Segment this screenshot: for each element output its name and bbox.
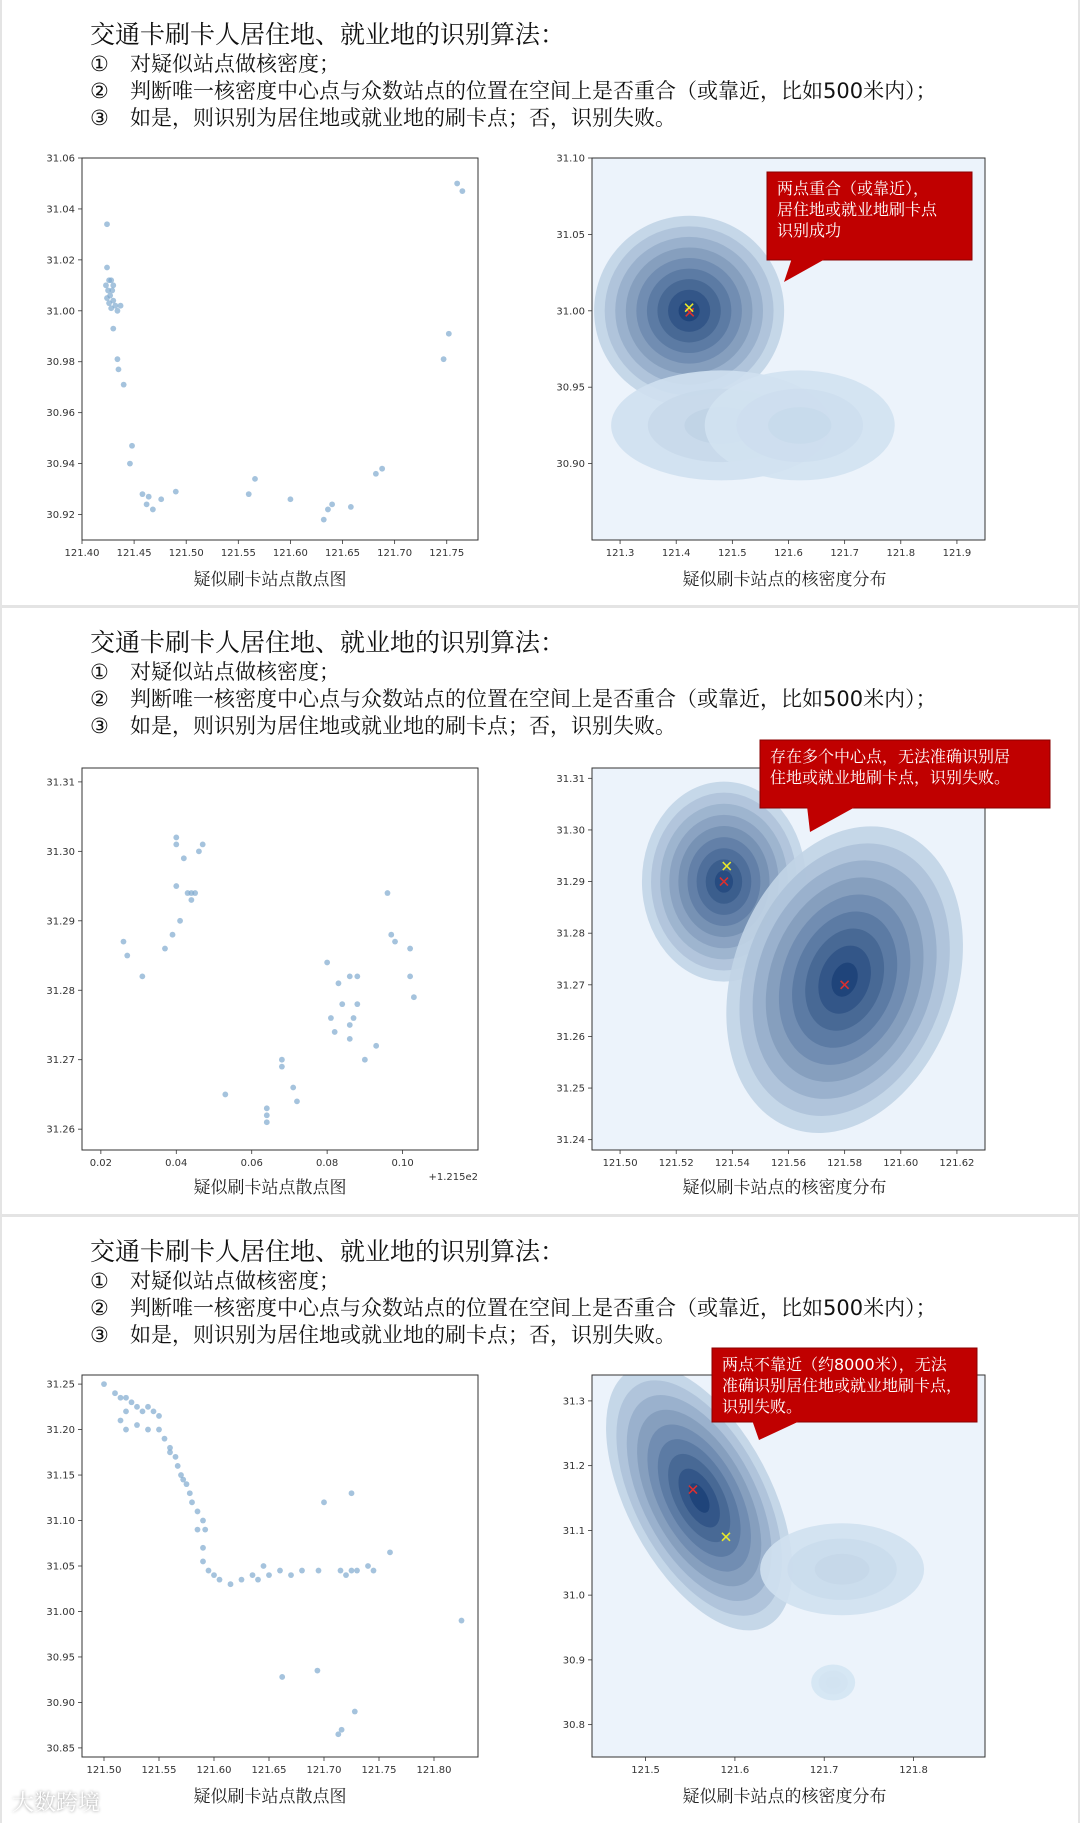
scatter-point xyxy=(264,1105,270,1111)
step-number: ② xyxy=(90,687,109,711)
scatter-point xyxy=(150,507,156,513)
x-tick-label: 121.60 xyxy=(883,1158,919,1169)
y-tick-label: 30.95 xyxy=(46,1652,75,1664)
scatter-point xyxy=(411,994,417,1000)
scatter-point xyxy=(118,1395,124,1401)
y-tick-label: 31.25 xyxy=(46,1379,75,1391)
scatter-point xyxy=(288,1572,294,1578)
scatter-chart-1 xyxy=(2,0,1078,605)
scatter-point xyxy=(124,953,130,959)
y-tick-label: 31.0 xyxy=(562,1590,585,1602)
scatter-point xyxy=(217,1577,223,1583)
scatter-point xyxy=(387,1549,393,1555)
scatter-point xyxy=(134,1404,140,1410)
scatter-point xyxy=(264,1112,270,1118)
scatter-point xyxy=(459,188,465,194)
scatter-point xyxy=(315,1668,321,1674)
step-number: ③ xyxy=(90,1323,109,1347)
scatter-point xyxy=(145,1404,151,1410)
scatter-point xyxy=(129,443,135,449)
x-tick-label: 121.60 xyxy=(196,1765,232,1776)
scatter-point xyxy=(156,1427,162,1433)
x-tick-label: 121.55 xyxy=(141,1765,177,1776)
x-tick-label: 0.10 xyxy=(391,1158,414,1169)
y-tick-label: 31.31 xyxy=(556,773,585,785)
y-tick-label: 31.27 xyxy=(46,1055,75,1067)
x-tick-label: 121.56 xyxy=(771,1158,806,1169)
y-tick-label: 31.00 xyxy=(46,306,75,318)
x-tick-label: 0.08 xyxy=(316,1158,339,1169)
scatter-point xyxy=(332,1029,338,1035)
scatter-point xyxy=(321,1499,327,1505)
scatter-point xyxy=(371,1568,377,1574)
scatter-point xyxy=(151,1408,157,1414)
scatter-point xyxy=(118,303,124,309)
y-tick-label: 30.9 xyxy=(562,1655,585,1667)
scatter-point xyxy=(385,890,391,896)
scatter-chart-2 xyxy=(2,608,1078,1214)
callout-text: 两点不靠近（约8000米），无法 xyxy=(722,1355,947,1374)
kde-caption: 疑似刷卡站点的核密度分布 xyxy=(682,570,887,590)
y-tick-label: 31.26 xyxy=(556,1031,585,1043)
scatter-point xyxy=(277,1568,283,1574)
scatter-point xyxy=(181,855,187,861)
scatter-point xyxy=(316,1568,322,1574)
x-tick-label: 121.70 xyxy=(377,548,413,559)
y-tick-label: 31.28 xyxy=(556,928,585,940)
step-number: ③ xyxy=(90,714,109,738)
y-tick-label: 31.15 xyxy=(46,1470,75,1482)
scatter-point xyxy=(200,1518,206,1524)
scatter-point xyxy=(388,932,394,938)
y-tick-label: 31.10 xyxy=(46,1516,75,1528)
y-tick-label: 31.24 xyxy=(556,1135,585,1147)
scatter-point xyxy=(354,973,360,979)
x-tick-label: 121.3 xyxy=(605,548,635,559)
scatter-point xyxy=(200,842,206,848)
scatter-point xyxy=(104,295,110,301)
step-number: ③ xyxy=(90,106,109,130)
scatter-point xyxy=(324,960,330,966)
scatter-point xyxy=(228,1581,234,1587)
scatter-point xyxy=(252,476,258,482)
step-number: ② xyxy=(90,1296,109,1320)
scatter-point xyxy=(110,298,116,304)
scatter-point xyxy=(118,1418,124,1424)
y-tick-label: 30.85 xyxy=(46,1743,75,1755)
x-tick-label: 121.50 xyxy=(168,548,204,559)
y-tick-label: 31.06 xyxy=(46,153,75,165)
scatter-point xyxy=(140,491,146,497)
scatter-point xyxy=(144,501,150,507)
y-tick-label: 31.05 xyxy=(46,1561,75,1573)
scatter-caption: 疑似刷卡站点散点图 xyxy=(193,1787,347,1807)
y-tick-label: 31.29 xyxy=(46,916,75,928)
x-tick-label: 121.62 xyxy=(939,1158,975,1169)
x-tick-label: 121.65 xyxy=(251,1765,287,1776)
x-tick-label: 0.06 xyxy=(240,1158,263,1169)
scatter-point xyxy=(139,973,145,979)
y-tick-label: 30.95 xyxy=(556,382,585,394)
y-tick-label: 31.3 xyxy=(562,1396,585,1408)
y-tick-label: 31.00 xyxy=(46,1606,75,1618)
y-tick-label: 31.20 xyxy=(46,1425,75,1437)
x-tick-label: 0.02 xyxy=(89,1158,112,1169)
scatter-point xyxy=(187,1490,193,1496)
scatter-point xyxy=(175,1463,181,1469)
scatter-point xyxy=(110,282,116,288)
scatter-point xyxy=(407,973,413,979)
x-tick-label: 121.9 xyxy=(942,548,972,559)
scatter-point xyxy=(347,973,353,979)
scatter-point xyxy=(167,1449,173,1455)
scatter-point xyxy=(177,918,183,924)
step-text: 判断唯一核密度中心点与众数站点的位置在空间上是否重合（或靠近，比如500米内）； xyxy=(130,1296,937,1320)
step-text: 判断唯一核密度中心点与众数站点的位置在空间上是否重合（或靠近，比如500米内）； xyxy=(130,79,937,103)
scatter-point xyxy=(336,980,342,986)
y-tick-label: 31.04 xyxy=(46,204,75,216)
kde-contour xyxy=(768,407,831,444)
scatter-point xyxy=(290,1085,296,1091)
slide-title: 交通卡刷卡人居住地、就业地的识别算法： xyxy=(90,1237,566,1266)
scatter-point xyxy=(156,1413,162,1419)
x-tick-label: 121.8 xyxy=(899,1765,928,1776)
scatter-point xyxy=(189,1499,195,1505)
scatter-point xyxy=(328,1015,334,1021)
scatter-point xyxy=(202,1527,208,1533)
scatter-point xyxy=(392,939,398,945)
slide-title: 交通卡刷卡人居住地、就业地的识别算法： xyxy=(90,628,566,657)
scatter-point xyxy=(129,1399,135,1405)
x-tick-label: 121.50 xyxy=(602,1158,638,1169)
scatter-point xyxy=(173,883,179,889)
y-tick-label: 31.28 xyxy=(46,985,75,997)
step-text: 如是，则识别为居住地或就业地的刷卡点；否，识别失败。 xyxy=(130,106,676,130)
scatter-point xyxy=(134,1422,140,1428)
step-text: 对疑似站点做核密度； xyxy=(130,660,340,684)
scatter-point xyxy=(173,489,179,495)
y-tick-label: 30.90 xyxy=(46,1697,75,1709)
scatter-point xyxy=(294,1098,300,1104)
scatter-point xyxy=(352,1709,358,1715)
scatter-point xyxy=(379,466,385,472)
x-tick-label: 121.4 xyxy=(661,548,691,559)
scatter-point xyxy=(101,1381,107,1387)
scatter-point xyxy=(158,496,164,502)
y-tick-label: 31.1 xyxy=(562,1525,585,1537)
scatter-point xyxy=(454,181,460,187)
x-tick-label: 121.40 xyxy=(64,548,100,559)
scatter-point xyxy=(140,1408,146,1414)
scatter-point xyxy=(110,326,116,332)
scatter-point xyxy=(325,507,331,513)
scatter-point xyxy=(279,1057,285,1063)
step-number: ① xyxy=(90,660,109,684)
x-tick-label: 121.6 xyxy=(720,1765,750,1776)
scatter-point xyxy=(188,897,194,903)
scatter-point xyxy=(446,331,452,337)
x-tick-label: 121.7 xyxy=(809,1765,839,1776)
y-tick-label: 31.26 xyxy=(46,1124,75,1136)
y-tick-label: 30.90 xyxy=(556,459,585,471)
y-tick-label: 31.30 xyxy=(46,846,75,858)
x-tick-label: 121.50 xyxy=(86,1765,122,1776)
scatter-point xyxy=(195,1527,201,1533)
y-tick-label: 30.8 xyxy=(562,1720,585,1732)
scatter-point xyxy=(146,494,152,500)
slide-2 xyxy=(2,608,1078,1214)
callout-text: 住地或就业地刷卡点，识别失败。 xyxy=(770,768,1011,787)
x-offset-label: +1.215e2 xyxy=(428,1172,478,1183)
plot-frame xyxy=(82,768,478,1150)
step-text: 对疑似站点做核密度； xyxy=(130,1269,340,1293)
scatter-point xyxy=(264,1119,270,1125)
scatter-point xyxy=(362,1057,368,1063)
y-tick-label: 30.96 xyxy=(46,408,75,420)
y-tick-label: 30.94 xyxy=(46,459,75,471)
scatter-point xyxy=(195,1509,201,1515)
scatter-point xyxy=(354,1001,360,1007)
step-text: 判断唯一核密度中心点与众数站点的位置在空间上是否重合（或靠近，比如500米内）； xyxy=(130,687,937,711)
step-text: 如是，则识别为居住地或就业地的刷卡点；否，识别失败。 xyxy=(130,714,676,738)
x-tick-label: 121.52 xyxy=(658,1158,694,1169)
scatter-point xyxy=(351,1015,357,1021)
scatter-point xyxy=(373,471,379,477)
scatter-point xyxy=(170,932,176,938)
scatter-point xyxy=(338,1568,344,1574)
x-tick-label: 121.8 xyxy=(886,548,916,559)
scatter-point xyxy=(211,1572,217,1578)
kde-contour xyxy=(815,1554,870,1585)
scatter-chart-3 xyxy=(2,1217,1078,1823)
scatter-point xyxy=(255,1577,261,1583)
slide-3 xyxy=(2,1217,1078,1823)
plot-frame xyxy=(82,1375,478,1757)
scatter-point xyxy=(261,1563,267,1569)
callout-text: 识别成功 xyxy=(777,221,842,240)
x-tick-label: 121.45 xyxy=(116,548,152,559)
x-tick-label: 121.65 xyxy=(325,548,361,559)
scatter-point xyxy=(441,356,447,362)
x-tick-label: 121.75 xyxy=(429,548,465,559)
scatter-point xyxy=(116,366,122,372)
plot-frame xyxy=(82,158,478,540)
scatter-point xyxy=(115,308,121,314)
scatter-point xyxy=(279,1674,285,1680)
scatter-point xyxy=(343,1572,349,1578)
scatter-point xyxy=(108,305,114,311)
slide-1 xyxy=(2,0,1078,605)
x-tick-label: 121.75 xyxy=(361,1765,397,1776)
scatter-point xyxy=(459,1618,465,1624)
scatter-point xyxy=(108,277,114,283)
scatter-point xyxy=(354,1568,360,1574)
scatter-point xyxy=(104,221,110,227)
y-tick-label: 31.29 xyxy=(556,877,585,889)
scatter-point xyxy=(239,1577,245,1583)
callout-text: 识别失败。 xyxy=(722,1397,803,1416)
scatter-point xyxy=(407,946,413,952)
scatter-point xyxy=(115,356,121,362)
slide-title: 交通卡刷卡人居住地、就业地的识别算法： xyxy=(90,20,566,49)
x-tick-label: 121.5 xyxy=(631,1765,660,1776)
scatter-point xyxy=(321,517,327,523)
scatter-point xyxy=(162,946,168,952)
scatter-caption: 疑似刷卡站点散点图 xyxy=(193,1178,347,1198)
scatter-point xyxy=(222,1092,228,1098)
x-tick-label: 121.5 xyxy=(718,548,747,559)
scatter-point xyxy=(347,1022,353,1028)
scatter-point xyxy=(173,842,179,848)
x-tick-label: 121.58 xyxy=(827,1158,863,1169)
step-number: ① xyxy=(90,1269,109,1293)
x-tick-label: 121.7 xyxy=(830,548,859,559)
scatter-point xyxy=(288,496,294,502)
y-tick-label: 30.92 xyxy=(46,510,75,522)
x-tick-label: 121.70 xyxy=(306,1765,342,1776)
scatter-point xyxy=(180,1477,186,1483)
scatter-point xyxy=(121,382,127,388)
y-tick-label: 31.05 xyxy=(556,229,585,241)
scatter-point xyxy=(373,1043,379,1049)
x-tick-label: 121.54 xyxy=(714,1158,750,1169)
y-tick-label: 31.27 xyxy=(556,980,585,992)
scatter-point xyxy=(104,265,110,271)
callout-text: 准确识别居住地或就业地刷卡点， xyxy=(722,1376,963,1395)
y-tick-label: 31.00 xyxy=(556,306,585,318)
scatter-point xyxy=(121,939,127,945)
scatter-point xyxy=(329,501,335,507)
footer-watermark: 大数跨境 xyxy=(12,1791,101,1816)
y-tick-label: 31.02 xyxy=(46,255,75,267)
step-text: 对疑似站点做核密度； xyxy=(130,52,340,76)
x-tick-label: 121.60 xyxy=(272,548,308,559)
callout-text: 存在多个中心点，无法准确识别居 xyxy=(770,747,1011,766)
scatter-point xyxy=(192,890,198,896)
scatter-point xyxy=(246,491,252,497)
step-number: ② xyxy=(90,79,109,103)
scatter-point xyxy=(109,288,115,294)
scatter-point xyxy=(266,1572,272,1578)
kde-contour xyxy=(826,1677,841,1689)
scatter-point xyxy=(123,1395,129,1401)
scatter-point xyxy=(200,1559,206,1565)
scatter-point xyxy=(339,1727,345,1733)
scatter-point xyxy=(173,835,179,841)
kde-caption: 疑似刷卡站点的核密度分布 xyxy=(682,1178,887,1198)
scatter-point xyxy=(162,1436,168,1442)
scatter-point xyxy=(348,504,354,510)
scatter-point xyxy=(103,282,109,288)
scatter-point xyxy=(347,1036,353,1042)
step-number: ① xyxy=(90,52,109,76)
x-tick-label: 0.04 xyxy=(165,1158,188,1169)
scatter-point xyxy=(123,1408,129,1414)
callout-text: 两点重合（或靠近）， xyxy=(777,179,930,198)
scatter-point xyxy=(365,1563,371,1569)
scatter-point xyxy=(349,1490,355,1496)
kde-caption: 疑似刷卡站点的核密度分布 xyxy=(682,1787,887,1807)
scatter-point xyxy=(349,1568,355,1574)
scatter-point xyxy=(112,1390,118,1396)
step-text: 如是，则识别为居住地或就业地的刷卡点；否，识别失败。 xyxy=(130,1323,676,1347)
scatter-point xyxy=(173,1454,179,1460)
scatter-point xyxy=(250,1572,256,1578)
scatter-point xyxy=(123,1427,129,1433)
scatter-point xyxy=(299,1568,305,1574)
scatter-point xyxy=(127,461,133,467)
scatter-caption: 疑似刷卡站点散点图 xyxy=(193,570,347,590)
scatter-point xyxy=(145,1427,151,1433)
x-tick-label: 121.6 xyxy=(774,548,803,559)
scatter-point xyxy=(206,1568,212,1574)
scatter-point xyxy=(339,1001,345,1007)
y-tick-label: 31.30 xyxy=(556,825,585,837)
scatter-point xyxy=(279,1064,285,1070)
x-tick-label: 121.80 xyxy=(416,1765,452,1776)
callout-text: 居住地或就业地刷卡点 xyxy=(777,200,938,219)
y-tick-label: 31.2 xyxy=(562,1461,585,1473)
y-tick-label: 31.25 xyxy=(556,1083,585,1095)
scatter-point xyxy=(200,1545,206,1551)
y-tick-label: 31.31 xyxy=(46,777,75,789)
x-tick-label: 121.55 xyxy=(220,548,256,559)
y-tick-label: 31.10 xyxy=(556,153,585,165)
scatter-point xyxy=(196,848,202,854)
y-tick-label: 30.98 xyxy=(46,357,75,369)
